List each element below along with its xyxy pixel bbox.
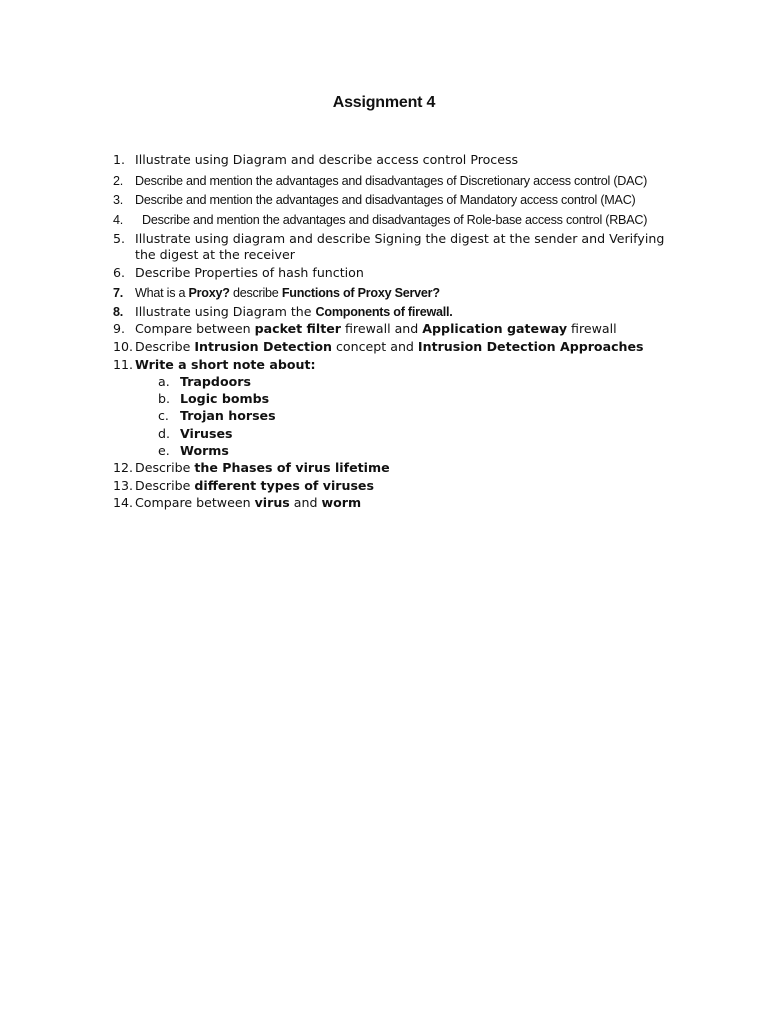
question-keyword: Proxy? (188, 286, 230, 300)
question-keyword: Application gateway (422, 321, 568, 336)
question-text (135, 304, 453, 320)
subitem-letter: e. (158, 443, 170, 458)
question-text-part: Describe (135, 460, 195, 475)
question-text: Describe and mention the advantages and disadvantages of Discretionary access control (DAC) (135, 174, 648, 188)
question-number: 14. (113, 495, 134, 510)
question-keyword: packet filter (254, 321, 341, 336)
subitem-text: Worms (180, 443, 229, 458)
question-text: Describe Properties of hash function (135, 265, 364, 280)
question-number: 6. (113, 265, 126, 280)
question-number: 8. (113, 305, 124, 319)
subitem-text: Viruses (180, 426, 233, 441)
question-number: 12. (113, 460, 134, 475)
question-text-part: Compare between (135, 495, 255, 510)
question-number: 11. (113, 357, 134, 372)
question-text-part: firewall (567, 321, 617, 336)
question-number: 5. (113, 231, 126, 246)
question-keyword: Components of firewall. (315, 305, 453, 319)
question-keyword: the Phases of virus lifetime (194, 460, 390, 475)
question-text-part: and (289, 495, 322, 510)
question-number: 1. (113, 152, 126, 167)
question-keyword: virus (254, 495, 290, 510)
subitem-letter: d. (158, 426, 170, 441)
question-text: Illustrate using Diagram and describe access control Process (135, 152, 519, 167)
question-text-part: Illustrate using Diagram the (135, 304, 316, 319)
question-number: 7. (113, 286, 124, 300)
question-text: Describe and mention the advantages and disadvantages of Mandatory access control (MAC) (135, 193, 636, 207)
question-number: 3. (113, 193, 124, 207)
question-text-part: Describe (135, 339, 195, 354)
question-keyword: different types of viruses (194, 478, 374, 493)
subitem-text: Logic bombs (180, 391, 270, 406)
question-text: Write a short note about: (135, 357, 316, 372)
question-text (135, 460, 390, 476)
question-text-part: concept and (332, 339, 418, 354)
question-text: Illustrate using diagram and describe Signing the digest at the sender and Verifying the digest at the receiver (135, 231, 665, 262)
question-keyword: Intrusion Detection Approaches (417, 339, 644, 354)
subitem-letter: b. (158, 391, 170, 406)
page-title: Assignment 4 (332, 94, 436, 111)
question-keyword: worm (321, 495, 362, 510)
question-number: 9. (113, 321, 126, 336)
question-number: 4. (113, 213, 124, 227)
question-text (135, 285, 440, 301)
question-text-part: What is a (135, 286, 189, 300)
question-keyword: Functions of Proxy Server? (281, 286, 440, 300)
question-number: 10. (113, 339, 134, 354)
subitem-letter: c. (158, 408, 169, 423)
question-number: 2. (113, 174, 124, 188)
question-text (135, 495, 361, 511)
question-keyword: Intrusion Detection (194, 339, 332, 354)
question-text (135, 339, 644, 355)
subitem-letter: a. (158, 374, 170, 389)
subitem-text: Trapdoors (180, 374, 251, 389)
question-text-part: describe (229, 286, 282, 300)
question-text (135, 478, 374, 494)
question-text-part: Describe (135, 478, 195, 493)
question-text: Describe and mention the advantages and disadvantages of Role-base access control (RBAC) (142, 213, 648, 227)
question-text-part: firewall and (340, 321, 423, 336)
subitem-text: Trojan horses (180, 408, 276, 423)
question-text-part: Compare between (135, 321, 255, 336)
question-number: 13. (113, 478, 134, 493)
question-text (135, 321, 617, 337)
